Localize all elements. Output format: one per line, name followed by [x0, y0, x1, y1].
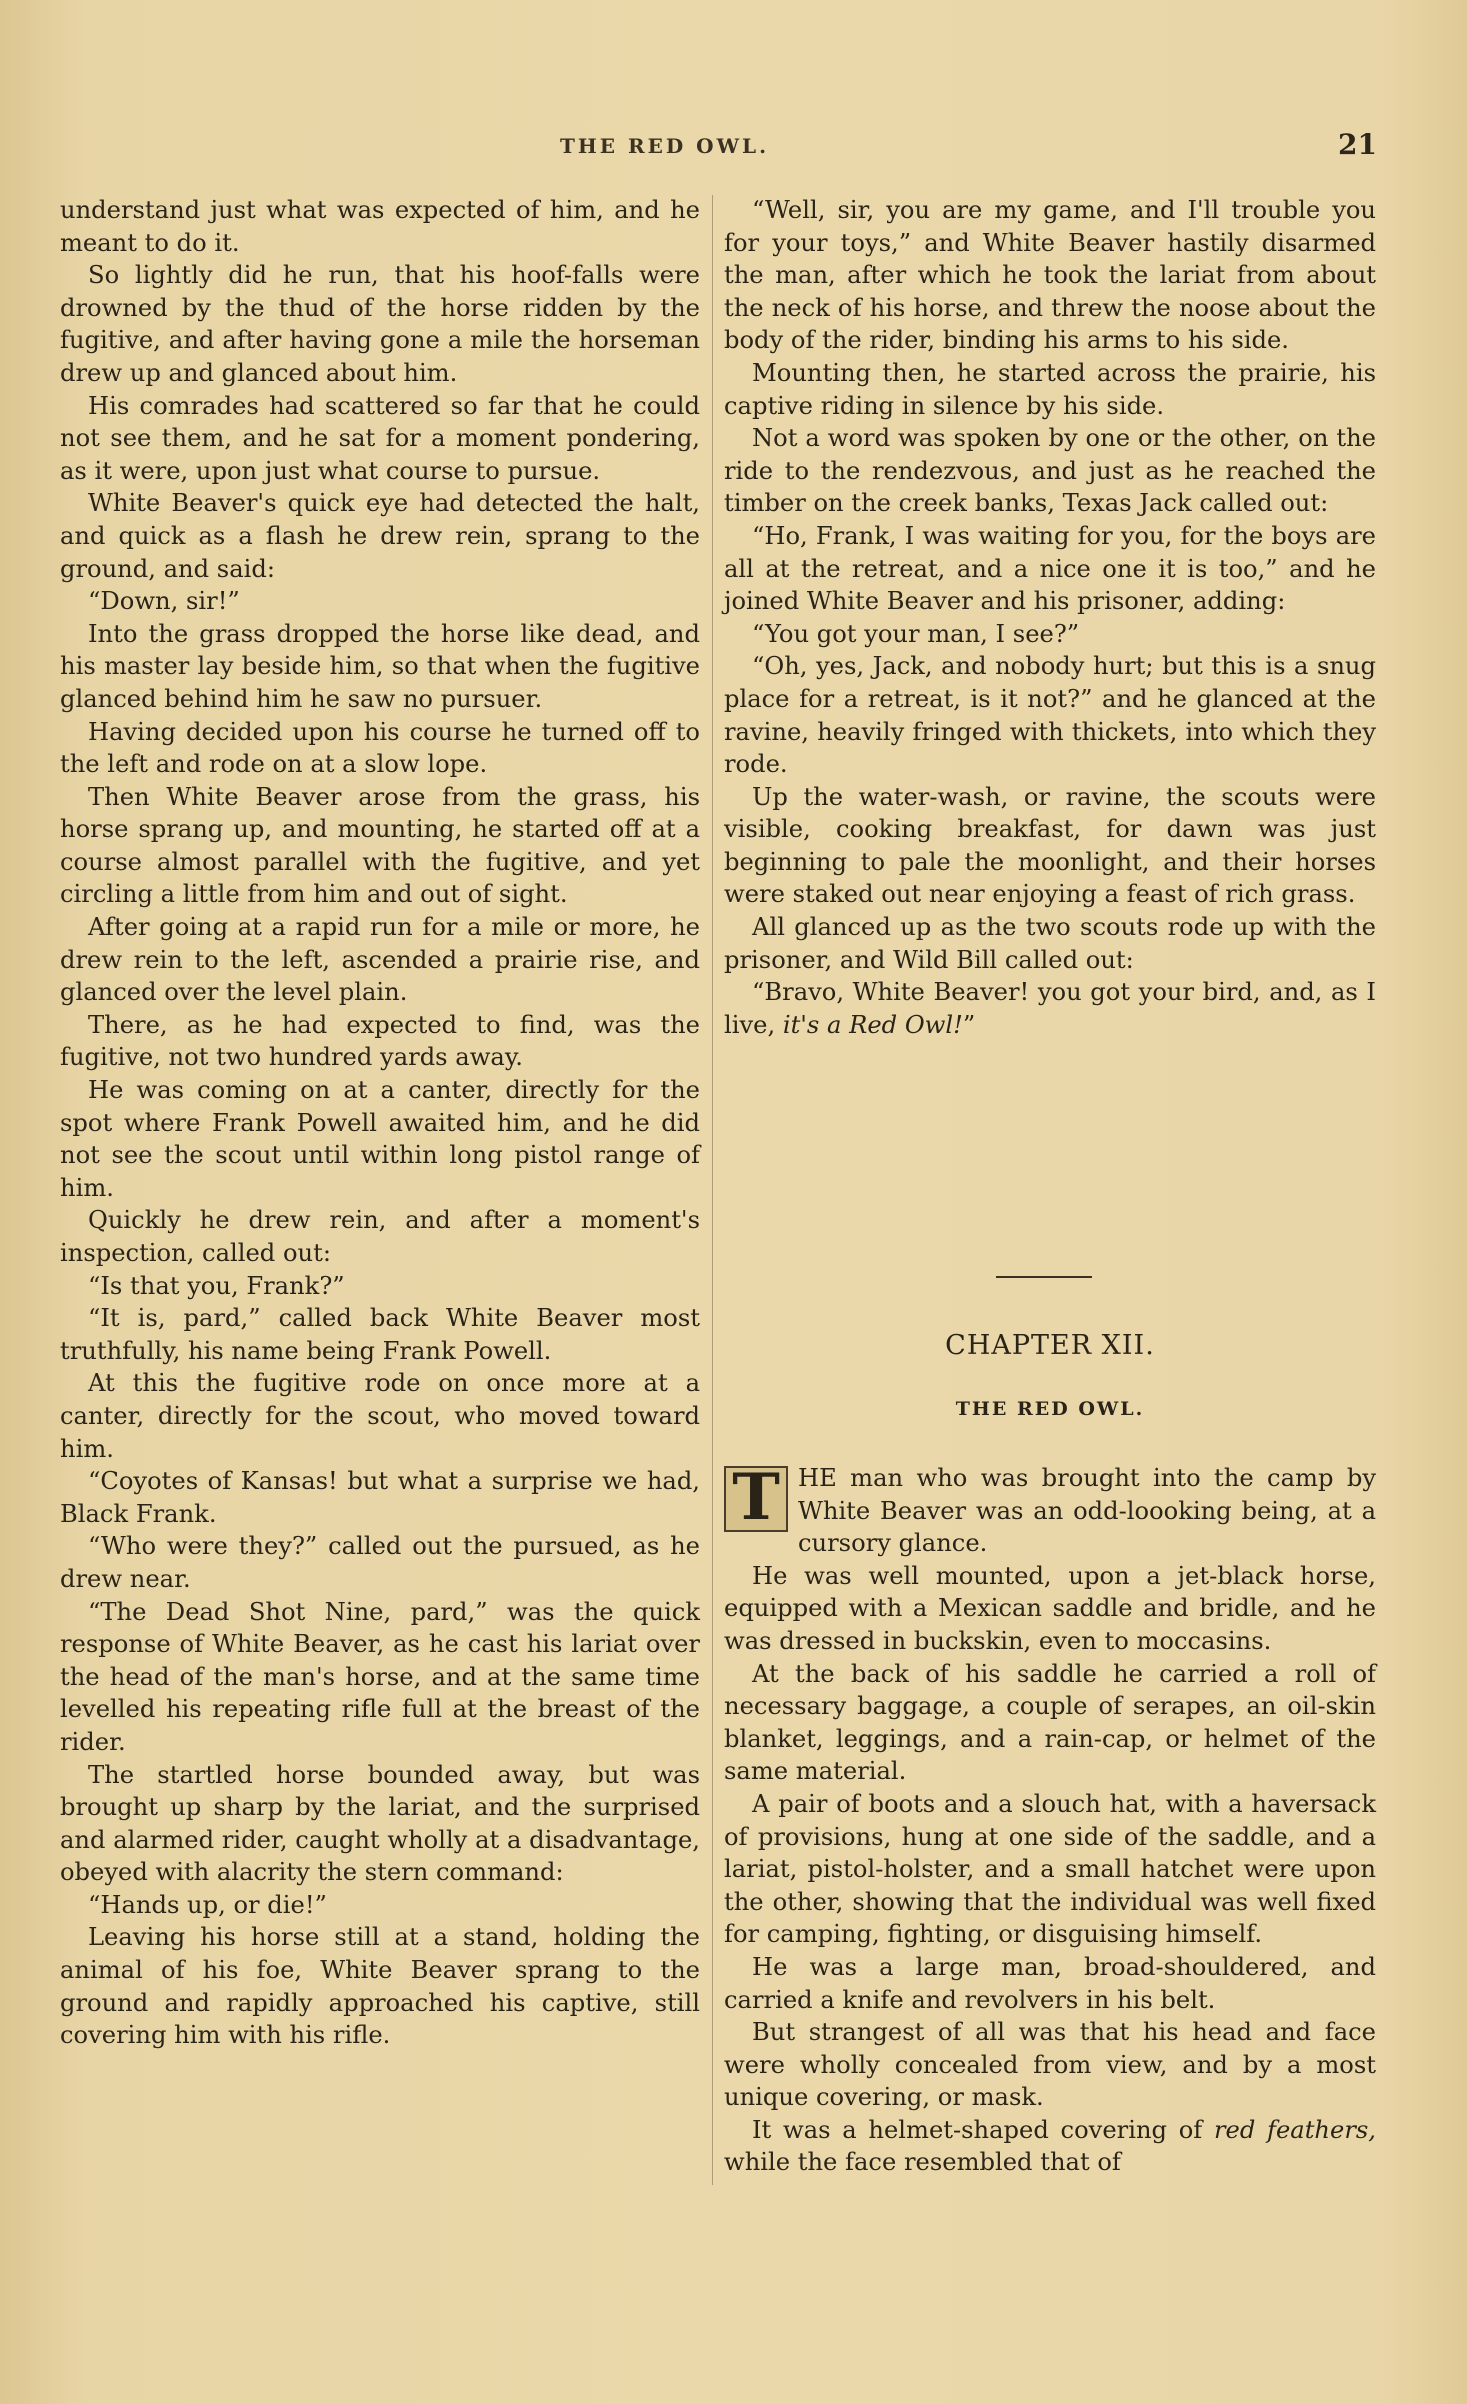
text-run: ”: [962, 1010, 976, 1039]
paragraph: “You got your man, I see?”: [752, 619, 1080, 648]
text-run: It was a helmet-shaped covering of: [752, 2115, 1214, 2144]
paragraph: At the back of his saddle he carried a roll of necessary baggage, a couple of serapes, an oil-skin blanket, leggings, and a rain-cap, or helmet of the same material.: [724, 1659, 1376, 1786]
running-title: THE RED OWL.: [560, 134, 770, 158]
paragraph: “Down, sir!”: [88, 587, 240, 616]
paragraph: He was a large man, broad-shouldered, and carried a knife and revolvers in his belt.: [724, 1952, 1376, 2014]
right-column-bottom: [724, 1462, 1376, 2179]
italic-text: it's a Red Owl!: [782, 1010, 963, 1039]
paragraph: Having decided upon his course he turned off to the left and rode on at a slow lope.: [60, 717, 700, 779]
paragraph: The startled horse bounded away, but was brought up sharp by the lariat, and the surprised and alarmed rider, caught wholly at a disadvantage, obeyed with alacrity the stern command:: [60, 1760, 700, 1887]
chapter-title: CHAPTER XII.: [945, 1330, 1155, 1361]
paragraph: At this the fugitive rode on once more at a canter, directly for the scout, who moved toward him.: [60, 1369, 700, 1463]
paragraph: But strangest of all was that his head and face were wholly concealed from view, and by a most unique covering, or mask.: [724, 2018, 1376, 2112]
chapter-subtitle: THE RED OWL.: [955, 1398, 1145, 1420]
paragraph: “Oh, yes, Jack, and nobody hurt; but this is a snug place for a retreat, is it not?” and he glanced at the ravine, heavily fringed with thickets, into which they rode.: [724, 652, 1376, 779]
page-number: 21: [1338, 128, 1377, 161]
paragraph: [724, 1462, 1376, 1560]
italic-text: red feathers,: [1213, 2115, 1376, 2144]
paragraph: There, as he had expected to find, was the fugitive, not two hundred yards away.: [60, 1010, 700, 1072]
paragraph: Then White Beaver arose from the grass, his horse sprang up, and mounting, he started off at a course almost parallel with the fugitive, and yet circling a little from him and out of sight.: [60, 782, 700, 909]
right-column-top: [724, 194, 1376, 1041]
paragraph: [724, 976, 1376, 1041]
paragraph: “Who were they?” called out the pursued, as he drew near.: [60, 1532, 700, 1593]
paragraph: Leaving his horse still at a stand, holding the animal of his foe, White Beaver sprang to the ground and rapidly approached his captive, still covering him with his rifle.: [60, 1923, 700, 2050]
paragraph: “Well, sir, you are my game, and I'll trouble you for your toys,” and White Beaver hastily disarmed the man, after which he took the lariat from about the neck of his horse, and threw the noose about the body of the rider, binding his arms to his side.: [724, 196, 1376, 355]
paragraph: “Coyotes of Kansas! but what a surprise we had, Black Frank.: [60, 1467, 700, 1528]
column-divider: [712, 195, 713, 2185]
chapter-divider-rule: [996, 1276, 1092, 1278]
text-run: “Bravo, White Beaver! you got your bird, and, as I live,: [724, 978, 1376, 1039]
paragraph: After going at a rapid run for a mile or more, he drew rein to the left, ascended a prairie rise, and glanced over the level plain.: [60, 913, 700, 1007]
paragraph: Into the grass dropped the horse like dead, and his master lay beside him, so that when the fugitive glanced behind him he saw no pursuer.: [60, 619, 700, 713]
paragraph: A pair of boots and a slouch hat, with a haversack of provisions, hung at one side of the saddle, and a lariat, pistol-holster, and a small hatchet were upon the other, showing that the individual was well fixed for camping, fighting, or disguising himself.: [724, 1789, 1376, 1949]
paragraph: “The Dead Shot Nine, pard,” was the quick response of White Beaver, as he cast his lariat over the head of the man's horse, and at the same time levelled his repeating rifle full at the breast of the rider.: [60, 1597, 700, 1756]
paragraph: He was coming on at a canter, directly for the spot where Frank Powell awaited him, and he did not see the scout until within long pistol range of him.: [60, 1076, 700, 1202]
paragraph: All glanced up as the two scouts rode up with the prisoner, and Wild Bill called out:: [724, 913, 1376, 974]
paragraph: “Is that you, Frank?”: [88, 1271, 345, 1300]
paragraph: Not a word was spoken by one or the other, on the ride to the rendezvous, and just as he reached the timber on the creek banks, Texas Jack called out:: [724, 424, 1376, 518]
paragraph: Up the water-wash, or ravine, the scouts were visible, cooking breakfast, for dawn was just beginning to pale the moonlight, and their horses were staked out near enjoying a feast of rich grass.: [724, 782, 1376, 909]
left-column: [60, 194, 700, 2052]
running-head: [0, 128, 1467, 168]
paragraph: [724, 2114, 1376, 2179]
paragraph: Mounting then, he started across the prairie, his captive riding in silence by his side.: [724, 358, 1376, 420]
paragraph: Quickly he drew rein, and after a moment's inspection, called out:: [60, 1206, 700, 1267]
text-run: HE man who was brought into the camp by White Beaver was an odd-loooking being, at a cursory glance.: [798, 1464, 1376, 1558]
drop-cap: T: [724, 1466, 788, 1532]
paragraph: He was well mounted, upon a jet-black horse, equipped with a Mexican saddle and bridle, and he was dressed in buckskin, even to moccasins.: [724, 1561, 1376, 1655]
paragraph: White Beaver's quick eye had detected the halt, and quick as a flash he drew rein, sprang to the ground, and said:: [60, 489, 700, 583]
paragraph: “It is, pard,” called back White Beaver most truthfully, his name being Frank Powell.: [60, 1304, 700, 1365]
text-run: while the face resembled that of: [724, 2148, 1121, 2177]
paragraph: understand just what was expected of him, and he meant to do it.: [60, 196, 700, 257]
paragraph: So lightly did he run, that his hoof-falls were drowned by the thud of the horse ridden by the fugitive, and after having gone a mile the horseman drew up and glanced about him.: [60, 261, 700, 387]
paragraph: His comrades had scattered so far that he could not see them, and he sat for a moment pondering, as it were, upon just what course to pursue.: [60, 391, 700, 485]
paragraph: “Ho, Frank, I was waiting for you, for the boys are all at the retreat, and a nice one it is too,” and he joined White Beaver and his prisoner, adding:: [724, 521, 1376, 616]
paragraph: “Hands up, or die!”: [88, 1890, 327, 1919]
